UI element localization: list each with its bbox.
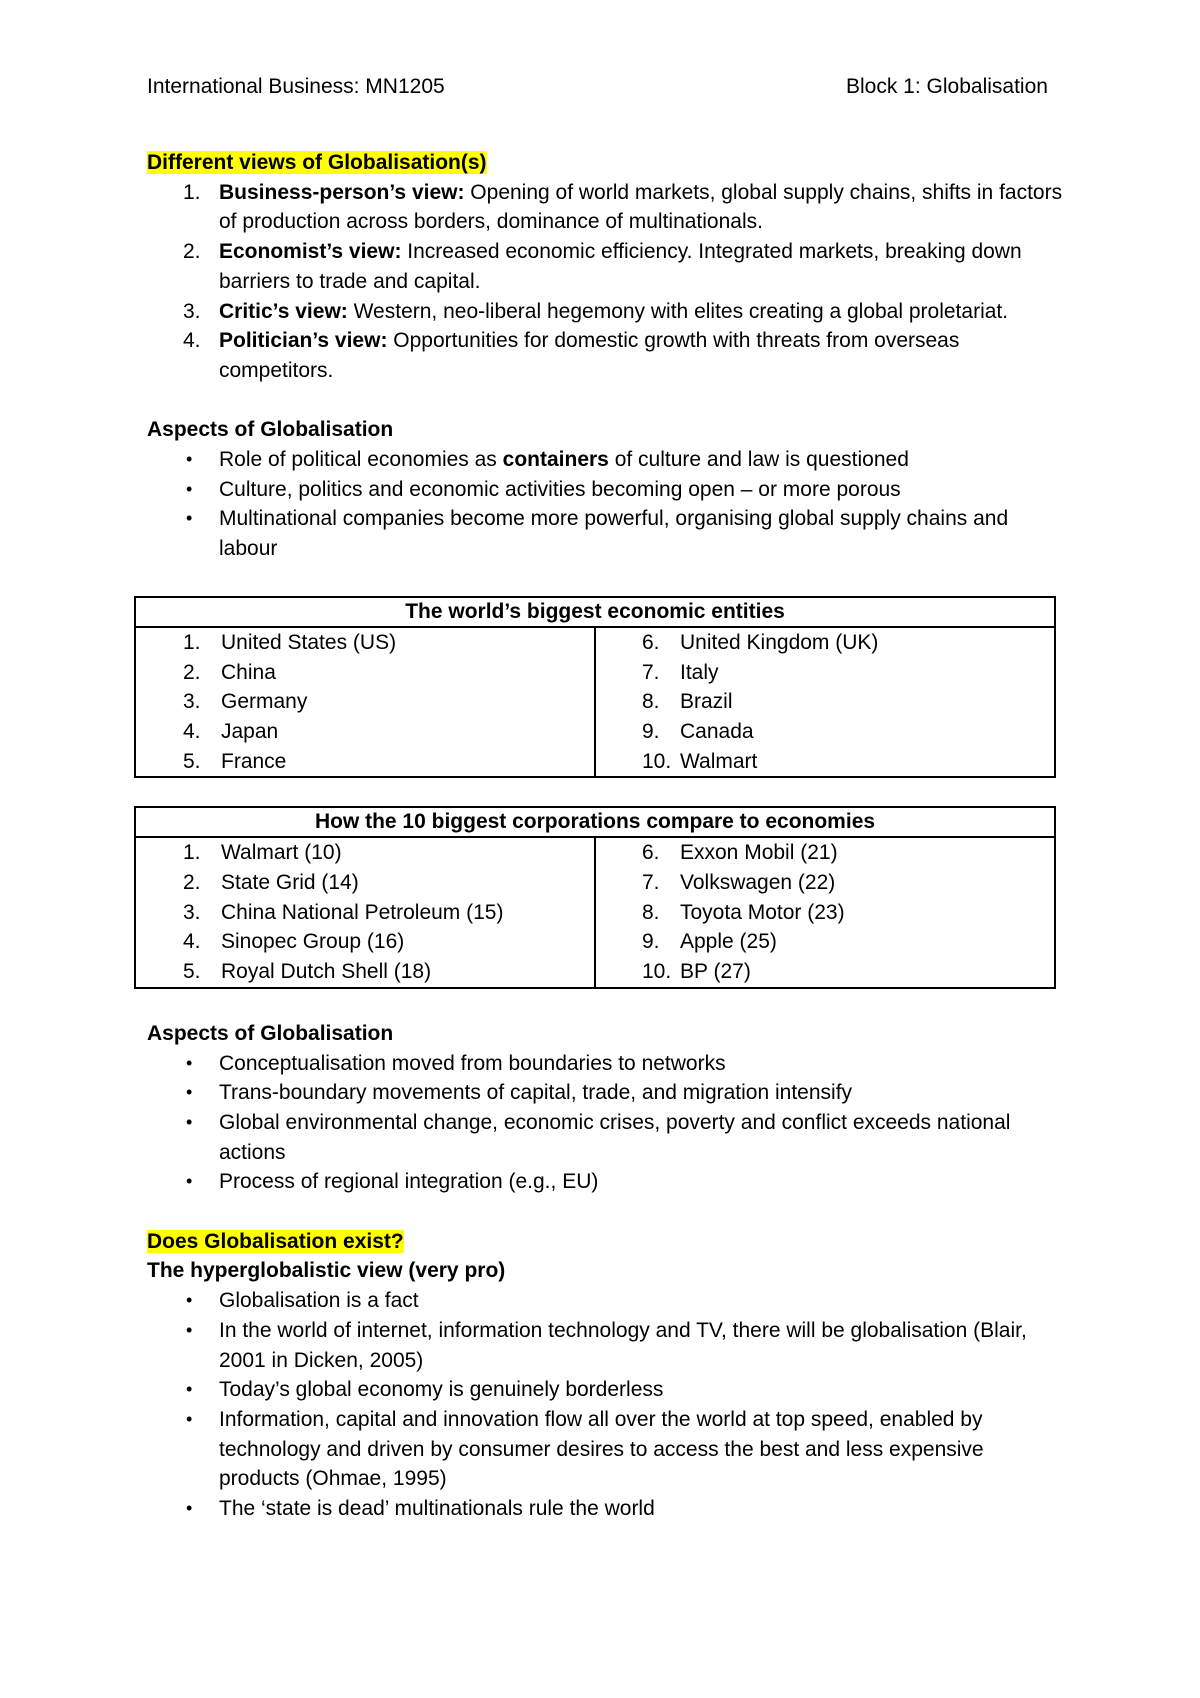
list-item <box>147 1494 1067 1524</box>
view-label: Business-person’s view: <box>219 180 465 204</box>
table2-right-list <box>596 838 1054 987</box>
list-number: 7. <box>642 660 660 684</box>
aspects2-heading: Aspects of Globalisation <box>147 1021 394 1045</box>
list-number: 9. <box>642 719 660 743</box>
exist-list <box>147 1286 1067 1524</box>
list-item <box>147 1286 1067 1316</box>
table-row <box>596 747 1054 777</box>
view-text: Western, neo-liberal hegemony with elites creating a global proletariat. <box>347 299 1009 323</box>
item-text: Conceptualisation moved from boundaries to networks <box>219 1051 726 1075</box>
item-text: Role of political economies as <box>219 448 503 472</box>
bullet-icon: • <box>186 508 193 529</box>
table2-left-list <box>136 838 594 987</box>
item-text: Trans-boundary movements of capital, trade, and migration intensify <box>219 1081 853 1105</box>
table-row <box>596 868 1054 898</box>
table-row <box>136 717 594 747</box>
bullet-icon: • <box>186 1111 193 1132</box>
table1-left-list <box>136 628 594 777</box>
table-row <box>136 838 594 868</box>
entity-name: Germany <box>221 690 308 714</box>
bullet-icon: • <box>186 1498 193 1519</box>
list-number: 3. <box>183 900 201 924</box>
table-row <box>596 957 1054 987</box>
entity-name: Japan <box>221 719 279 743</box>
table-row <box>136 658 594 688</box>
item-text: The ‘state is dead’ multinationals rule the world <box>219 1497 655 1521</box>
bullet-icon: • <box>186 1082 193 1103</box>
table-row <box>596 658 1054 688</box>
bullet-icon: • <box>186 478 193 499</box>
view-label: Economist’s view: <box>219 240 402 264</box>
list-number: 2. <box>183 660 201 684</box>
list-number: 1. <box>183 841 201 865</box>
view-item <box>147 326 1067 385</box>
table-row <box>596 927 1054 957</box>
list-item <box>147 1049 1067 1079</box>
table-row <box>136 687 594 717</box>
view-label: Critic’s view: <box>219 299 348 323</box>
table-row <box>596 898 1054 928</box>
list-item <box>147 445 1067 475</box>
list-item <box>147 1316 1067 1375</box>
list-item <box>147 1405 1067 1494</box>
list-item <box>147 475 1067 505</box>
table-row <box>596 687 1054 717</box>
entity-name: United Kingdom (UK) <box>680 630 879 654</box>
entity-name: Walmart <box>680 749 758 773</box>
aspects2-list <box>147 1049 1067 1198</box>
entity-name: United States (US) <box>221 630 397 654</box>
corporations-table <box>134 806 1056 989</box>
bullet-icon: • <box>186 1408 193 1429</box>
entity-name: France <box>221 749 287 773</box>
entity-name: China <box>221 660 276 684</box>
table-row <box>596 628 1054 658</box>
view-item <box>147 237 1067 296</box>
entity-name: Royal Dutch Shell (18) <box>221 960 432 984</box>
entity-name: Italy <box>680 660 719 684</box>
view-item <box>147 297 1067 327</box>
table-row <box>596 717 1054 747</box>
list-number: 8. <box>642 900 660 924</box>
bullet-icon: • <box>186 1319 193 1340</box>
aspects1-list <box>147 445 1067 564</box>
list-item <box>147 1167 1067 1197</box>
page-content <box>147 148 1067 1524</box>
list-number: 10. <box>642 960 672 984</box>
list-number: 7. <box>642 871 660 895</box>
aspects1-heading: Aspects of Globalisation <box>147 418 394 442</box>
bullet-icon: • <box>186 449 193 470</box>
list-number: 1. <box>183 180 201 204</box>
table-row <box>136 927 594 957</box>
item-text: Process of regional integration (e.g., EU) <box>219 1170 599 1194</box>
list-number: 6. <box>642 841 660 865</box>
item-text: In the world of internet, information technology and TV, there will be globalisation (Blair, 2001 in Dicken, 2005) <box>219 1318 1027 1372</box>
table1-right-list <box>596 628 1054 777</box>
entity-name: Canada <box>680 719 754 743</box>
table-row <box>136 628 594 658</box>
entity-name: Exxon Mobil (21) <box>680 841 838 865</box>
list-item <box>147 1078 1067 1108</box>
list-number: 2. <box>183 871 201 895</box>
table-row <box>136 898 594 928</box>
list-number: 5. <box>183 960 201 984</box>
entity-name: Brazil <box>680 690 733 714</box>
list-number: 10. <box>642 749 672 773</box>
list-number: 4. <box>183 719 201 743</box>
list-number: 1. <box>183 630 201 654</box>
entity-name: China National Petroleum (15) <box>221 900 504 924</box>
list-number: 9. <box>642 930 660 954</box>
bullet-icon: • <box>186 1171 193 1192</box>
list-number: 6. <box>642 630 660 654</box>
bullet-icon: • <box>186 1379 193 1400</box>
view-text: Opening of world markets, global supply chains, shifts in factors of production across borders, dominance of multinationals. <box>219 180 1063 234</box>
bullet-icon: • <box>186 1052 193 1073</box>
view-text: Increased economic efficiency. Integrated markets, breaking down barriers to trade and capital. <box>219 240 1022 293</box>
entity-name: BP (27) <box>680 960 751 984</box>
entity-name: Toyota Motor (23) <box>680 900 845 924</box>
entity-name: Apple (25) <box>680 930 777 954</box>
list-item <box>147 1375 1067 1405</box>
views-heading: Different views of Globalisation(s) <box>147 151 487 174</box>
bullet-icon: • <box>186 1290 193 1311</box>
exist-heading: Does Globalisation exist? <box>147 1229 404 1253</box>
entity-name: Walmart (10) <box>221 841 342 865</box>
list-number: 3. <box>183 690 201 714</box>
list-number: 4. <box>183 930 201 954</box>
list-number: 8. <box>642 690 660 714</box>
view-item <box>147 178 1067 237</box>
item-text: Information, capital and innovation flow all over the world at top speed, enabled by technology and driven by consumer desires to access the best and less expensive products (Ohmae, 1995) <box>219 1407 984 1491</box>
entity-name: Volkswagen (22) <box>680 871 836 895</box>
table-row <box>136 747 594 777</box>
list-number: 4. <box>183 329 201 353</box>
item-text: Culture, politics and economic activities becoming open – or more porous <box>219 477 901 501</box>
item-text: Multinational companies become more powerful, organising global supply chains and labour <box>219 507 1009 561</box>
header-block: Block 1: Globalisation <box>846 75 1048 98</box>
table-row <box>136 868 594 898</box>
economic-entities-table <box>134 596 1056 779</box>
table-row <box>596 838 1054 868</box>
table-row <box>136 957 594 987</box>
table2-title: How the 10 biggest corporations compare to economies <box>135 807 1055 837</box>
item-text: Today’s global economy is genuinely borderless <box>219 1378 664 1402</box>
view-text: Opportunities for domestic growth with threats from overseas competitors. <box>219 329 960 382</box>
view-label: Politician’s view: <box>219 329 388 353</box>
item-text: Globalisation is a fact <box>219 1289 419 1313</box>
list-number: 5. <box>183 749 201 773</box>
list-number: 3. <box>183 299 201 323</box>
entity-name: State Grid (14) <box>221 871 359 895</box>
item-emphasis: containers <box>502 448 609 472</box>
list-item <box>147 504 1067 563</box>
exist-subheading: The hyperglobalistic view (very pro) <box>147 1259 506 1283</box>
list-number: 2. <box>183 240 201 264</box>
item-text: Global environmental change, economic crises, poverty and conflict exceeds national actions <box>219 1110 1011 1164</box>
item-text-tail: of culture and law is questioned <box>608 448 909 472</box>
list-item <box>147 1108 1067 1167</box>
header-course: International Business: MN1205 <box>147 75 445 98</box>
views-list <box>147 178 1067 386</box>
table1-title: The world’s biggest economic entities <box>135 597 1055 627</box>
entity-name: Sinopec Group (16) <box>221 930 405 954</box>
